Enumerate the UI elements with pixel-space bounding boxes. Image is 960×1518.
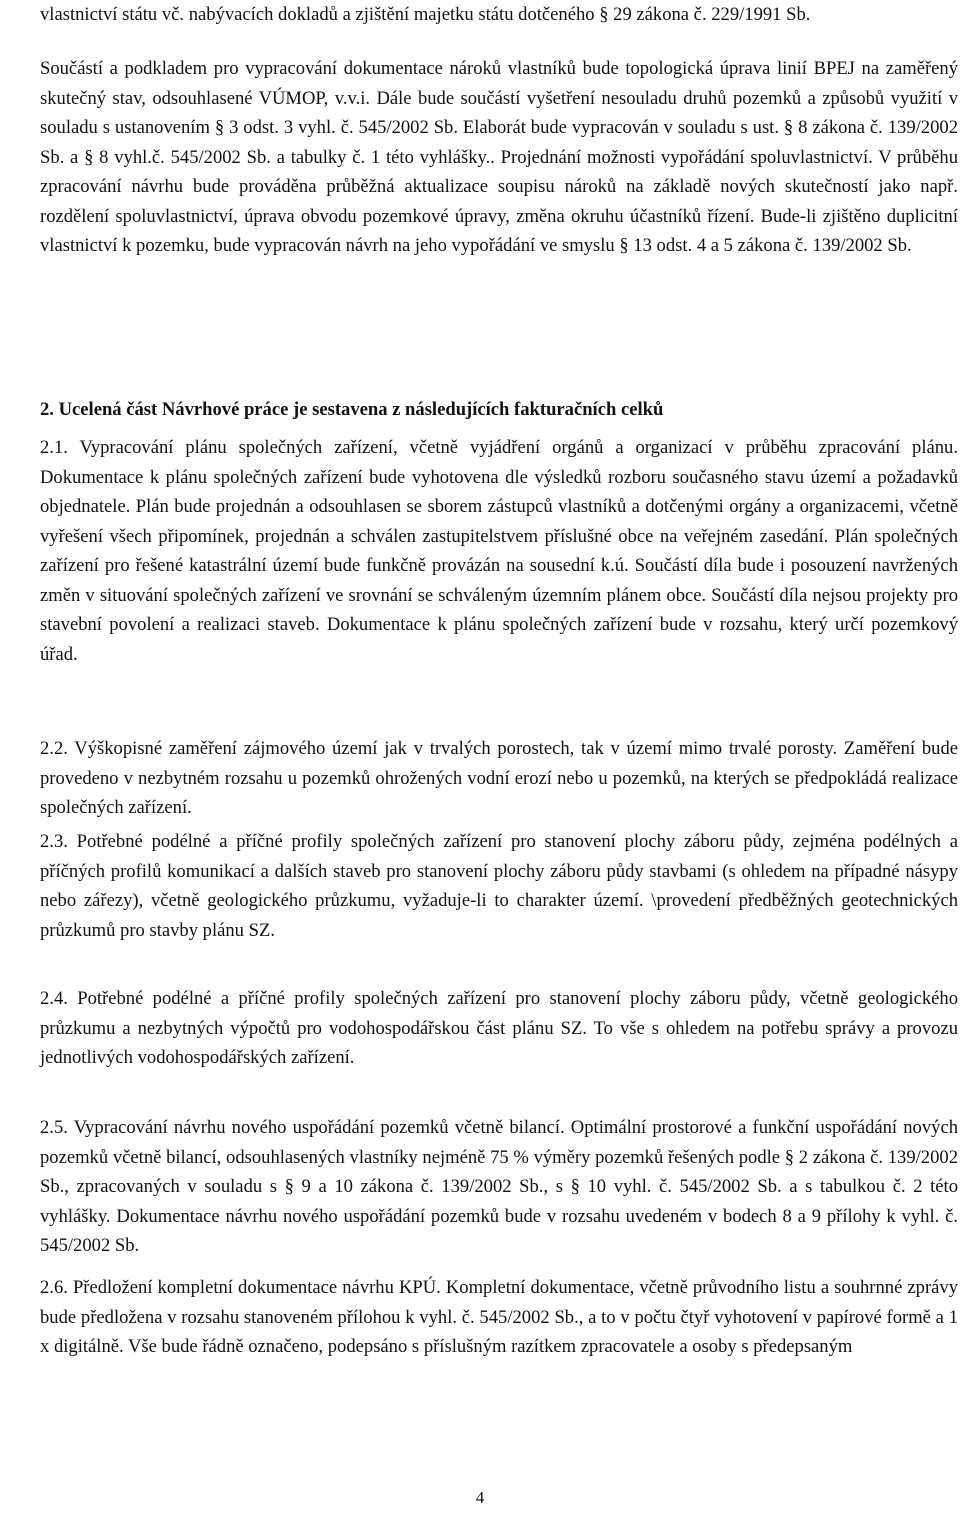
item-2-2: 2.2. Výškopisné zaměření zájmového území jak v trvalých porostech, tak v území mimo trvalé porosty. Zaměření bude provedeno v nezbytném rozsahu u pozemků ohrožených vodní erozí nebo u pozemků, na kterých se předpokládá realizace společných zařízení.: [40, 738, 958, 818]
item-2-4: 2.4. Potřebné podélné a příčné profily společných zařízení pro stanovení plochy záboru půdy, včetně geologického průzkumu a nezbytných výpočtů pro vodohospodářskou část plánu SZ. To vše s ohledem na potřebu správy a provozu jednotlivých vodohospodářských zařízení.: [40, 988, 958, 1068]
section-heading: 2. Ucelená část Návrhové práce je sestavena z následujících fakturačních celků: [40, 399, 664, 420]
item-2-3: 2.3. Potřebné podélné a příčné profily společných zařízení pro stanovení plochy záboru půdy, zejména podélných a příčných profilů komunikací a dalších staveb pro stanovení plochy záboru půdy stavbami (s ohledem na případné násypy nebo zářezy), včetně geologického průzkumu, vyžaduje-li to charakter území. \provedení předběžných geotechnických průzkumů pro stavby plánu SZ.: [40, 831, 958, 941]
item-2-1: 2.1. Vypracování plánu společných zařízení, včetně vyjádření orgánů a organizací v průběhu zpracování plánu. Dokumentace k plánu společných zařízení bude vyhotovena dle výsledků rozboru současného stavu území a požadavků objednatele. Plán bude projednán a odsouhlasen se sborem zástupců vlastníků a dotčenými orgány a organizacemi, včetně vyřešení všech připomínek, projednán a schválen zastupitelstvem příslušné obce na veřejném zasedání. Plán společných zařízení pro řešené katastrální území bude funkčně provázán na sousední k.ú. Součástí díla bude i posouzení navržených změn v situování společných zařízení ve srovnání se schváleným územním plánem obce. Součástí díla nejsou projekty pro stavební povolení a realizaci staveb. Dokumentace k plánu společných zařízení bude v rozsahu, který určí pozemkový úřad.: [40, 437, 958, 665]
page-number: 4: [475, 1488, 485, 1507]
intro-paragraph-2: Součástí a podkladem pro vypracování dokumentace nároků vlastníků bude topologická úprava linií BPEJ na zaměřený skutečný stav, odsouhlasené VÚMOP, v.v.i. Dále bude součástí vyšetření nesouladu druhů pozemků a způsobů využití v souladu s ustanovením § 3 odst. 3 vyhl. č. 545/2002 Sb. Elaborát bude vypracován v souladu s ust. § 8 zákona č. 139/2002 Sb. a § 8 vyhl.č. 545/2002 Sb. a tabulky č. 1 této vyhlášky.. Projednání možnosti vypořádání spoluvlastnictví. V průběhu zpracování návrhu bude prováděna průběžná aktualizace soupisu nároků na základě nových skutečností jako např. rozdělení spoluvlastnictví, úprava obvodu pozemkové úpravy, změna okruhu účastníků řízení. Bude-li zjištěno duplicitní vlastnictví k pozemku, bude vypracován návrh na jeho vypořádání ve smyslu § 13 odst. 4 a 5 zákona č. 139/2002 Sb.: [40, 58, 958, 256]
item-2-5: 2.5. Vypracování návrhu nového uspořádání pozemků včetně bilancí. Optimální prostorové a funkční uspořádání nových pozemků včetně bilancí, odsouhlasených vlastníky nejméně 75 % výměry pozemků řešených podle § 2 zákona č. 139/2002 Sb., zpracovaných v souladu s § 9 a 10 zákona č. 139/2002 Sb., s § 10 vyhl. č. 545/2002 Sb. a s tabulkou č. 2 této vyhlášky. Dokumentace návrhu nového uspořádání pozemků bude v rozsahu uvedeném v bodech 8 a 9 přílohy k vyhl. č. 545/2002 Sb.: [40, 1117, 958, 1256]
item-2-6: 2.6. Předložení kompletní dokumentace návrhu KPÚ. Kompletní dokumentace, včetně průvodního listu a souhrnné zprávy bude předložena v rozsahu stanoveném přílohou k vyhl. č. 545/2002 Sb., a to v počtu čtyř vyhotovení v papírové formě a 1 x digitálně. Vše bude řádně označeno, podepsáno s příslušným razítkem zpracovatele a osoby s předepsaným: [40, 1277, 958, 1357]
intro-paragraph-1: vlastnictví státu vč. nabývacích dokladů a zjištění majetku státu dotčeného § 29 zákona č. 229/1991 Sb.: [40, 4, 811, 25]
